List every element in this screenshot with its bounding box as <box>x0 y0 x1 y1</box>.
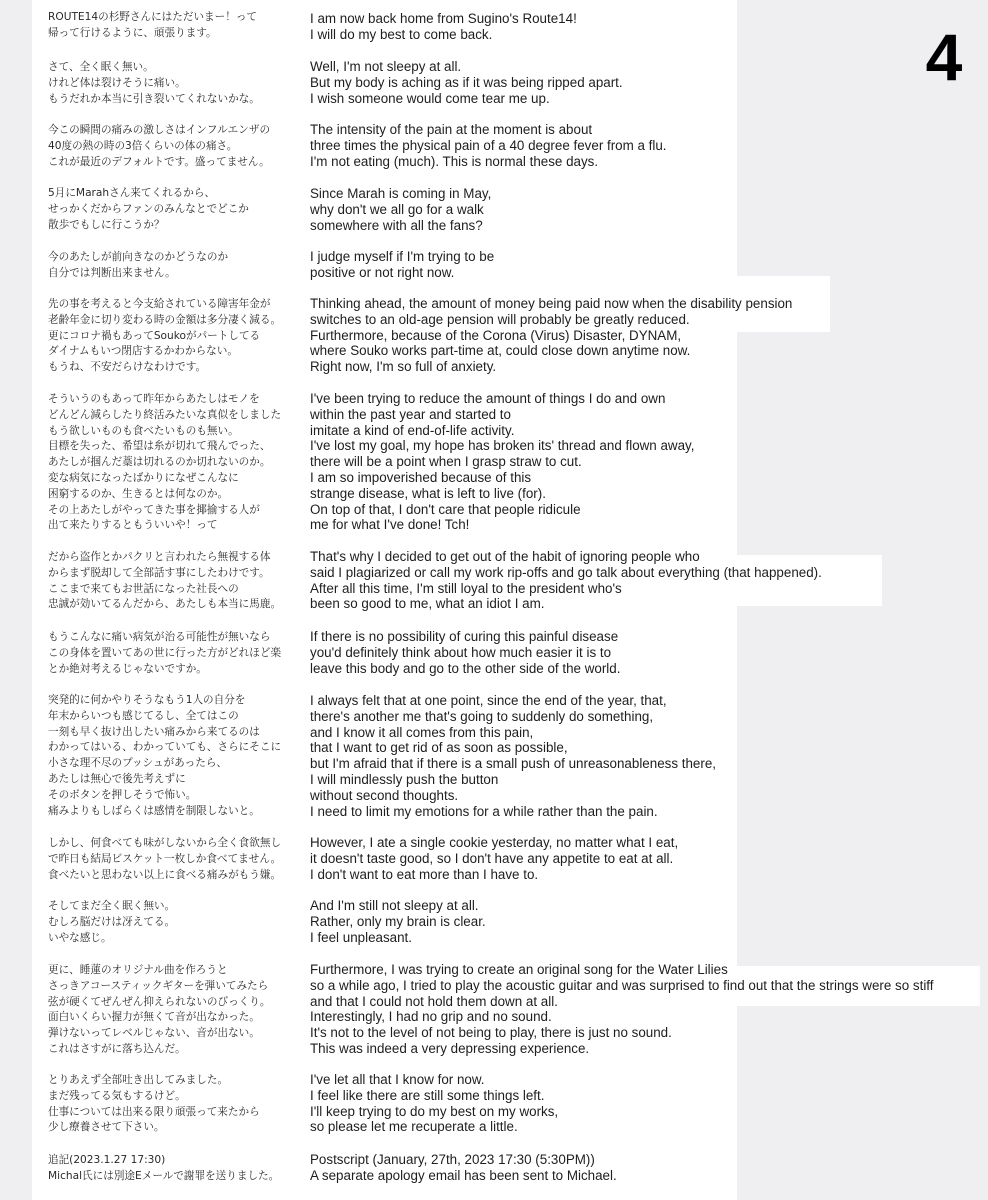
japanese-line: 小さな理不尽のプッシュがあったら、 <box>48 757 228 770</box>
english-line: Thinking ahead, the amount of money being paid now when the disability pension <box>310 296 793 311</box>
japanese-line: 変な病気になったばかりになぜこんなに <box>48 472 239 484</box>
page-number: 4 <box>925 20 963 94</box>
english-line: It's not to the level of not being to play, there is just no sound. <box>310 1025 672 1041</box>
english-line: Postscript (January, 27th, 2023 17:30 (5:30PM)) <box>310 1152 595 1167</box>
english-line: However, I ate a single cookie yesterday, no matter what I eat, <box>310 835 679 850</box>
japanese-line: ここまで来てもお世話になった社長への <box>48 582 239 595</box>
japanese-line: もう欲しいものも食べたいものも無い。 <box>48 424 239 437</box>
japanese-line: もうだれか本当に引き裂いてくれないかな。 <box>48 92 260 105</box>
english-line: there's another me that's going to suddenly do something, <box>310 708 654 724</box>
english-line: I will do my best to come back. <box>310 26 493 42</box>
japanese-line: せっかくだからファンのみんなとでどこか <box>48 202 249 215</box>
japanese-line: 散歩でもしに行こうか？ <box>48 218 165 231</box>
japanese-line: さて、全く眠く無い。 <box>48 61 154 73</box>
english-line: within the past year and started to <box>310 406 511 422</box>
english-line: Interestingly, I had no grip and no sound. <box>310 1009 552 1025</box>
english-line: I am now back home from Sugino's Route14! <box>310 11 577 26</box>
english-line: why don't we all go for a walk <box>310 201 484 217</box>
japanese-line: 弦が硬くてぜんぜん抑えられないのびっくり。 <box>48 995 271 1008</box>
english-line: I always felt that at one point, since the end of the year, that, <box>310 693 667 708</box>
english-line: strange disease, what is left to live (for). <box>310 485 546 501</box>
japanese-line: 食べたいと思わない以上に食べる痛みがもう嫌。 <box>48 868 282 881</box>
japanese-line: 更に、睡蓮のオリジナル曲を作ろうと <box>48 964 228 976</box>
japanese-line: これが最近のデフォルトです。盛ってません。 <box>48 155 270 168</box>
english-line: somewhere with all the fans? <box>310 217 483 233</box>
english-line: I've been trying to reduce the amount of things I do and own <box>310 391 666 406</box>
english-line: leave this body and go to the other side of the world. <box>310 660 621 676</box>
english-line: On top of that, I don't care that people ridicule <box>310 501 581 517</box>
english-line: you'd definitely think about how much easier it is to <box>310 644 612 660</box>
japanese-line: あたしが掴んだ藁は切れるのか切れないのか。 <box>48 456 271 469</box>
english-line: That's why I decided to get out of the habit of ignoring people who <box>310 549 700 564</box>
japanese-line: しかし、何食べても味がしないから全く食欲無し <box>48 837 282 849</box>
english-line: and that I could not hold them down at all. <box>310 993 558 1009</box>
english-line: Rather, only my brain is clear. <box>310 913 486 929</box>
english-line: Right now, I'm so full of anxiety. <box>310 359 497 375</box>
english-line: I feel like there are still some things left. <box>310 1087 545 1103</box>
english-line: without second thoughts. <box>310 787 459 803</box>
english-line: I feel unpleasant. <box>310 929 412 945</box>
japanese-line: 出て来たりするともういいや！って <box>48 519 218 532</box>
english-line: Furthermore, because of the Corona (Virus) Disaster, DYNAM, <box>310 327 682 343</box>
japanese-line: 自分では判断出来ません。 <box>48 266 176 279</box>
japanese-line: そのボタンを押しそうで怖い。 <box>48 788 197 801</box>
japanese-line: 5月にMarahさん来てくれるから、 <box>48 187 216 199</box>
japanese-line: 少し療養させて下さい。 <box>48 1121 165 1134</box>
japanese-line: 追記(2023.1.27 17:30) <box>48 1154 166 1166</box>
japanese-line: むしろ脳だけは冴えてる。 <box>48 915 176 928</box>
english-line: so please let me recuperate a little. <box>310 1119 518 1135</box>
japanese-line: 一刻も早く抜け出したい痛みから来てるのは <box>48 725 260 738</box>
english-line: I've lost my goal, my hope has broken its' thread and flown away, <box>310 438 695 454</box>
japanese-line: わかってはいる、わかっていても、さらにそこに <box>48 741 282 754</box>
japanese-line: 忠誠が効いてるんだから、あたしも本当に馬鹿。 <box>48 598 282 611</box>
japanese-line: この身体を置いてあの世に行った方がどれほど楽 <box>48 646 282 659</box>
japanese-line: そしてまだ全く眠く無い。 <box>48 900 176 912</box>
japanese-line: 突発的に何かやりそうなもう1人の自分を <box>48 694 246 706</box>
english-line: I am so impoverished because of this <box>310 470 532 485</box>
japanese-line: あたしは無心で後先考えずに <box>48 773 186 785</box>
japanese-line: もうね、不安だらけなわけです。 <box>48 361 207 374</box>
japanese-line: 今この瞬間の痛みの激しさはインフルエンザの <box>48 124 271 136</box>
japanese-line: これはさすがに落ち込んだ。 <box>48 1043 186 1055</box>
japanese-line: その上あたしがやってきた事を揶揄する人が <box>48 503 260 516</box>
english-line: and I know it all comes from this pain, <box>310 724 534 740</box>
japanese-line: いやな感じ。 <box>48 931 112 944</box>
japanese-line: 年末からいつも感じてるし、全てはこの <box>48 709 239 722</box>
japanese-line: 先の事を考えると今支給されている障害年金が <box>48 298 271 310</box>
english-line: I will mindlessly push the button <box>310 772 499 787</box>
english-line: that I want to get rid of as soon as possible, <box>310 740 568 756</box>
english-line: A separate apology email has been sent to Michael. <box>310 1167 617 1183</box>
japanese-line: もうこんなに痛い病気が治る可能性が無いなら <box>48 631 271 643</box>
english-line: I've let all that I know for now. <box>310 1072 485 1087</box>
japanese-line: とりあえず全部吐き出してみました。 <box>48 1074 229 1086</box>
english-line: been so good to me, what an idiot I am. <box>310 596 545 612</box>
english-line: switches to an old-age pension will probably be greatly reduced. <box>310 311 690 327</box>
japanese-line: だから盗作とかパクリと言われたら無視する体 <box>48 551 271 563</box>
english-line: it doesn't taste good, so I don't have any appetite to eat at all. <box>310 850 674 866</box>
japanese-line: 老齢年金に切り変わる時の金額は多分凄く減る。 <box>48 313 282 326</box>
english-line: Since Marah is coming in May, <box>310 186 492 201</box>
japanese-line: さっきアコースティックギターを弾いてみたら <box>48 979 269 992</box>
english-line: said I plagiarized or call my work rip-offs and go talk about everything (that happened). <box>310 564 822 580</box>
japanese-line: 更にコロナ禍もあってSoukoがパートしてる <box>48 329 261 342</box>
japanese-line: 帰って行けるように、頑張ります。 <box>48 26 217 39</box>
english-line: me for what I've done! Tch! <box>310 517 470 533</box>
english-line: If there is no possibility of curing this painful disease <box>310 629 619 644</box>
english-line: I don't want to eat more than I have to. <box>310 866 539 882</box>
english-line: I wish someone would come tear me up. <box>310 90 550 106</box>
japanese-line: からまず脱却して全部話す事にしたわけです。 <box>48 566 270 579</box>
japanese-line: ROUTE14の杉野さんにはただいまー！って <box>48 11 258 23</box>
japanese-line: ダイナムもいつ閉店するかわからない。 <box>48 345 238 358</box>
english-line: where Souko works part-time at, could close down anytime now. <box>310 343 691 359</box>
english-line: I judge myself if I'm trying to be <box>310 249 495 264</box>
english-line: Well, I'm not sleepy at all. <box>310 59 462 74</box>
japanese-line: 面白いくらい握力が無くて音が出なかった。 <box>48 1011 260 1024</box>
english-line: positive or not right now. <box>310 264 455 280</box>
english-line: And I'm still not sleepy at all. <box>310 898 479 913</box>
english-line: three times the physical pain of a 40 degree fever from a flu. <box>310 137 667 153</box>
japanese-line: まだ残ってる気もするけど。 <box>48 1089 186 1102</box>
english-line: After all this time, I'm still loyal to the president who's <box>310 580 622 596</box>
english-line: but I'm afraid that if there is a small push of unreasonableness there, <box>310 756 716 772</box>
japanese-line: 目標を失った、希望は糸が切れて飛んでった、 <box>48 440 271 453</box>
japanese-line: Michal氏には別途Eメールで謝罪を送りました。 <box>48 1169 280 1182</box>
japanese-line: で昨日も結局ビスケット一枚しか食べてません。 <box>48 852 282 865</box>
japanese-line: 仕事については出来る限り頑張って来たから <box>48 1105 260 1118</box>
japanese-line: そういうのもあって昨年からあたしはモノを <box>48 393 260 405</box>
japanese-line: 困窮するのか、生きるとは何なのか。 <box>48 487 229 500</box>
english-line: But my body is aching as if it was being ripped apart. <box>310 74 623 90</box>
japanese-line: とか絶対考えるじゃないですか。 <box>48 662 207 675</box>
english-line: I need to limit my emotions for a while rather than the pain. <box>310 803 658 819</box>
japanese-line: けれど体は裂けそうに痛い。 <box>48 76 186 89</box>
japanese-line: 今のあたしが前向きなのかどうなのか <box>48 251 229 263</box>
english-line: I'm not eating (much). This is normal these days. <box>310 153 599 169</box>
english-line: there will be a point when I grasp straw to cut. <box>310 454 582 470</box>
japanese-line: 40度の熱の時の3倍くらいの体の痛さ。 <box>48 139 238 152</box>
japanese-line: 弾けないってレベルじゃない、音が出ない。 <box>48 1027 260 1040</box>
english-line: The intensity of the pain at the moment is about <box>310 122 593 137</box>
english-line: Furthermore, I was trying to create an original song for the Water Lilies <box>310 962 728 977</box>
english-line: so a while ago, I tried to play the acoustic guitar and was surprised to find out that the strings were so stiff <box>310 977 934 993</box>
english-line: I'll keep trying to do my best on my works, <box>310 1103 559 1119</box>
japanese-line: どんどん減らしたり終活みたいな真似をしました <box>48 408 282 421</box>
english-line: imitate a kind of end-of-life activity. <box>310 422 515 438</box>
japanese-line: 痛みよりもしばらくは感情を制限しないと。 <box>48 804 260 817</box>
english-line: This was indeed a very depressing experience. <box>310 1041 590 1056</box>
